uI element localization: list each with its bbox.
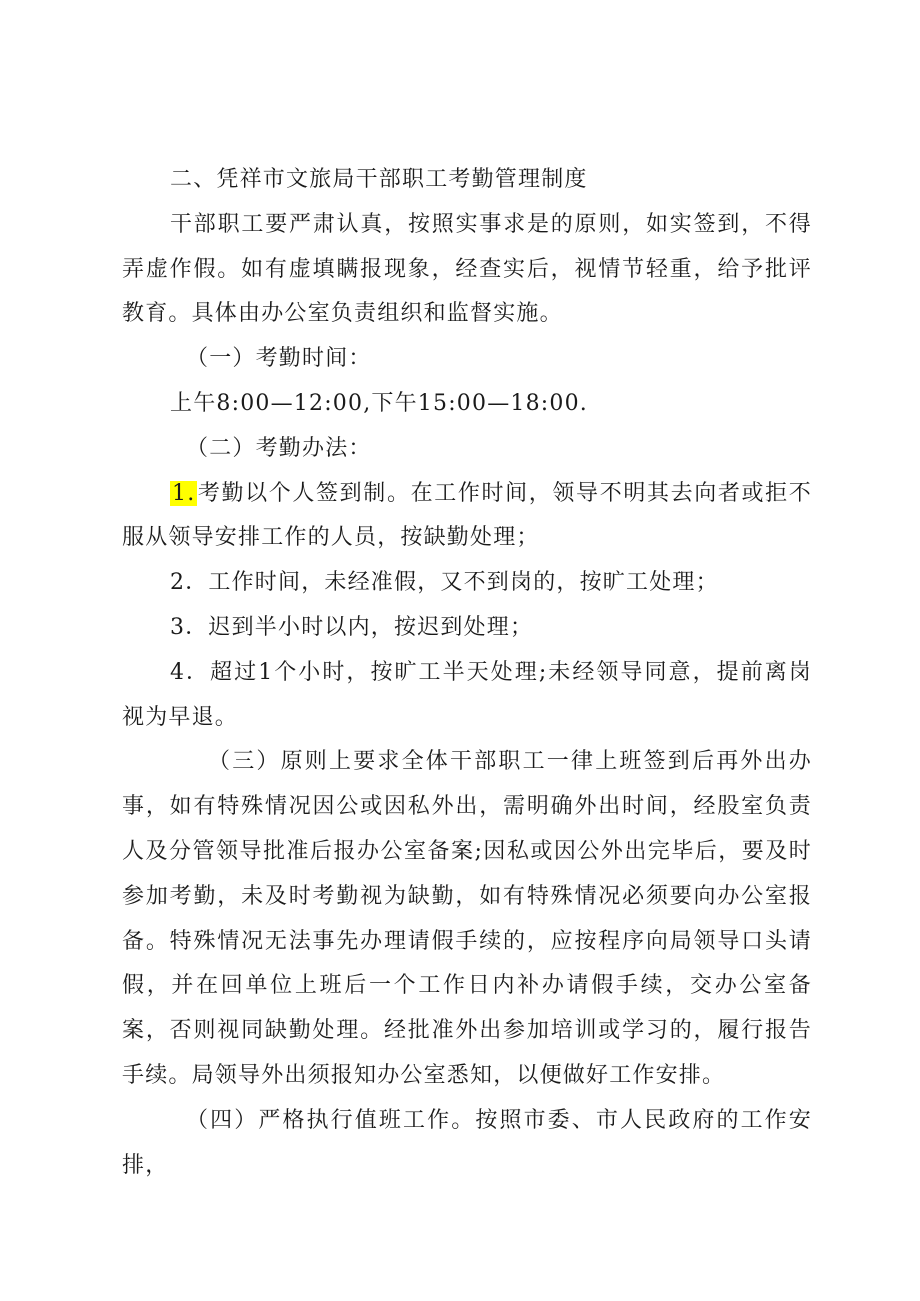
document-body (122, 158, 812, 1188)
list-item-2: 2．工作时间，未经准假，又不到岗的，按旷工处理； (170, 570, 719, 596)
intro-paragraph: 干部职工要严肃认真，按照实事求是的原则，如实签到，不得弄虚作假。如有虚填瞒报现象，经查实后，视情节轻重，给予批评教育。具体由办公室负责组织和监督实施。 (122, 211, 812, 327)
list-item-3: 3．迟到半小时以内，按迟到处理； (170, 614, 534, 640)
subsection-4: （四）严格执行值班工作。按照市委、市人民政府的工作安排， (122, 1107, 812, 1178)
subsection-2-title: （二）考勤办法： (186, 435, 372, 461)
subsection-1-body: 上午8:00—12:00,下午15:00—18:00. (170, 390, 588, 416)
subsection-1-title: （一）考勤时间： (186, 346, 372, 372)
subsection-3: （三）原则上要求全体干部职工一律上班签到后再外出办事，如有特殊情况因公或因私外出，需明确外出时间，经股室负责人及分管领导批准后报办公室备案;因私或因公外出完毕后，要及时参加考勤，未及时考勤视为缺勤，如有特殊情况必须要向办公室报备。特殊情况无法事先办理请假手续的，应按程序向局领导口头请假，并在回单位上班后一个工作日内补办请假手续，交办公室备案，否则视同缺勤处理。经批准外出参加培训或学习的，履行报告手续。局领导外出须报知办公室悉知，以便做好工作安排。 (122, 749, 812, 1088)
section-title: 二、凭祥市文旅局干部职工考勤管理制度 (170, 167, 588, 192)
list-item-1 (122, 472, 812, 562)
list-item-4: 4．超过1个小时，按旷工半天处理;未经领导同意，提前离岗视为早退。 (122, 659, 812, 730)
highlighted-number: 1. (172, 480, 196, 506)
list-item-1-text: 考勤以个人签到制。在工作时间，领导不明其去向者或拒不服从领导安排工作的人员，按缺勤处理； (122, 480, 812, 551)
